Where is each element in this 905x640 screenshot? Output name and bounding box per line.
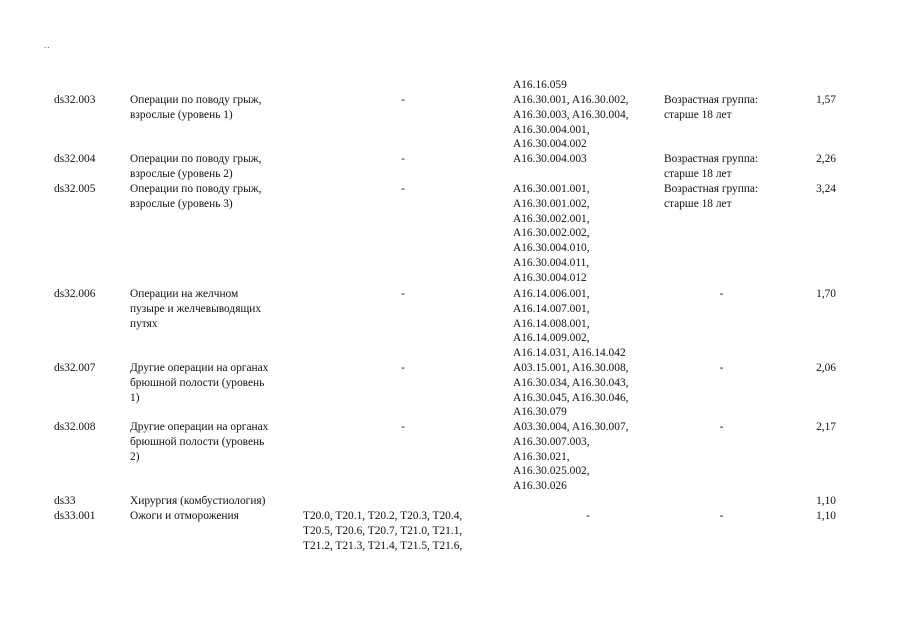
name-cell: Ожоги и отморожения — [130, 510, 239, 522]
coefficient-cell: 1,10 — [816, 495, 836, 507]
services-cell: A03.15.001, A16.30.008, A16.30.034, A16.30.043, A16.30.045, A16.30.046, A16.30.079 — [513, 362, 629, 419]
coefficient-cell: 3,24 — [816, 183, 836, 195]
other-criteria-cell: - — [719, 510, 724, 522]
code-cell: ds32.005 — [54, 183, 96, 195]
services-cell: A16.30.004.003 — [513, 153, 587, 165]
name-cell: Операции по поводу грыж, взрослые (уровень 1) — [130, 94, 262, 121]
other-criteria-cell: - — [719, 288, 724, 300]
code-cell: ds33 — [54, 495, 76, 507]
services-cell: - — [586, 510, 590, 522]
name-cell: Операции по поводу грыж, взрослые (уровень 3) — [130, 183, 262, 210]
diagnoses-cell: - — [401, 421, 405, 433]
diagnoses-cell: - — [401, 153, 405, 165]
services-cell: A16.30.001, A16.30.002, A16.30.003, A16.30.004, A16.30.004.001, A16.30.004.002 — [513, 94, 629, 151]
coefficient-cell: 2,17 — [816, 421, 836, 433]
diagnoses-cell: - — [401, 183, 405, 195]
services-cell: A16.14.006.001, A16.14.007.001, A16.14.008.001, A16.14.009.002, A16.14.031, A16.14.042 — [513, 288, 626, 360]
name-cell: Операции на желчном пузыре и желчевыводящих путях — [130, 288, 262, 330]
coefficient-cell: 1,57 — [816, 94, 836, 106]
header-mark: .. — [44, 40, 51, 50]
code-cell: ds32.006 — [54, 288, 96, 300]
diagnoses-cell: - — [401, 288, 405, 300]
code-cell: ds32.008 — [54, 421, 96, 433]
name-cell: Другие операции на органах брюшной полости (уровень 2) — [130, 421, 269, 463]
diagnoses-cell: - — [401, 94, 405, 106]
other-criteria-cell: - — [719, 362, 724, 374]
diagnoses-cell: - — [401, 362, 405, 374]
coefficient-cell: 2,06 — [816, 362, 836, 374]
coefficient-cell: 1,70 — [816, 288, 836, 300]
code-cell: ds32.007 — [54, 362, 96, 374]
services-cell: A16.30.001.001, A16.30.001.002, A16.30.002.001, A16.30.002.002, A16.30.004.010, A16.30.004.011, A16.30.004.012 — [513, 183, 590, 284]
diagnoses-cell: T20.0, T20.1, T20.2, T20.3, T20.4, T20.5, T20.6, T20.7, T21.0, T21.1, T21.2, T21.3, T21.4, T21.5, T21.6, — [303, 510, 463, 552]
other-criteria-cell: - — [719, 421, 724, 433]
code-cell: ds32.003 — [54, 94, 96, 106]
code-cell: ds33.001 — [54, 510, 96, 522]
code-cell: ds32.004 — [54, 153, 96, 165]
name-cell: Хирургия (комбустиология) — [130, 495, 266, 507]
name-cell: Другие операции на органах брюшной полости (уровень 1) — [130, 362, 269, 404]
other-criteria-cell: Возрастная группа: старше 18 лет — [664, 183, 759, 210]
coefficient-cell: 1,10 — [816, 510, 836, 522]
coefficient-cell: 2,26 — [816, 153, 836, 165]
name-cell: Операции по поводу грыж, взрослые (уровень 2) — [130, 153, 262, 180]
other-criteria-cell: Возрастная группа: старше 18 лет — [664, 94, 759, 121]
services-cell: A03.30.004, A16.30.007, A16.30.007.003, A16.30.021, A16.30.025.002, A16.30.026 — [513, 421, 629, 493]
services-cell: A16.16.059 — [513, 79, 567, 91]
other-criteria-cell: Возрастная группа: старше 18 лет — [664, 153, 759, 180]
